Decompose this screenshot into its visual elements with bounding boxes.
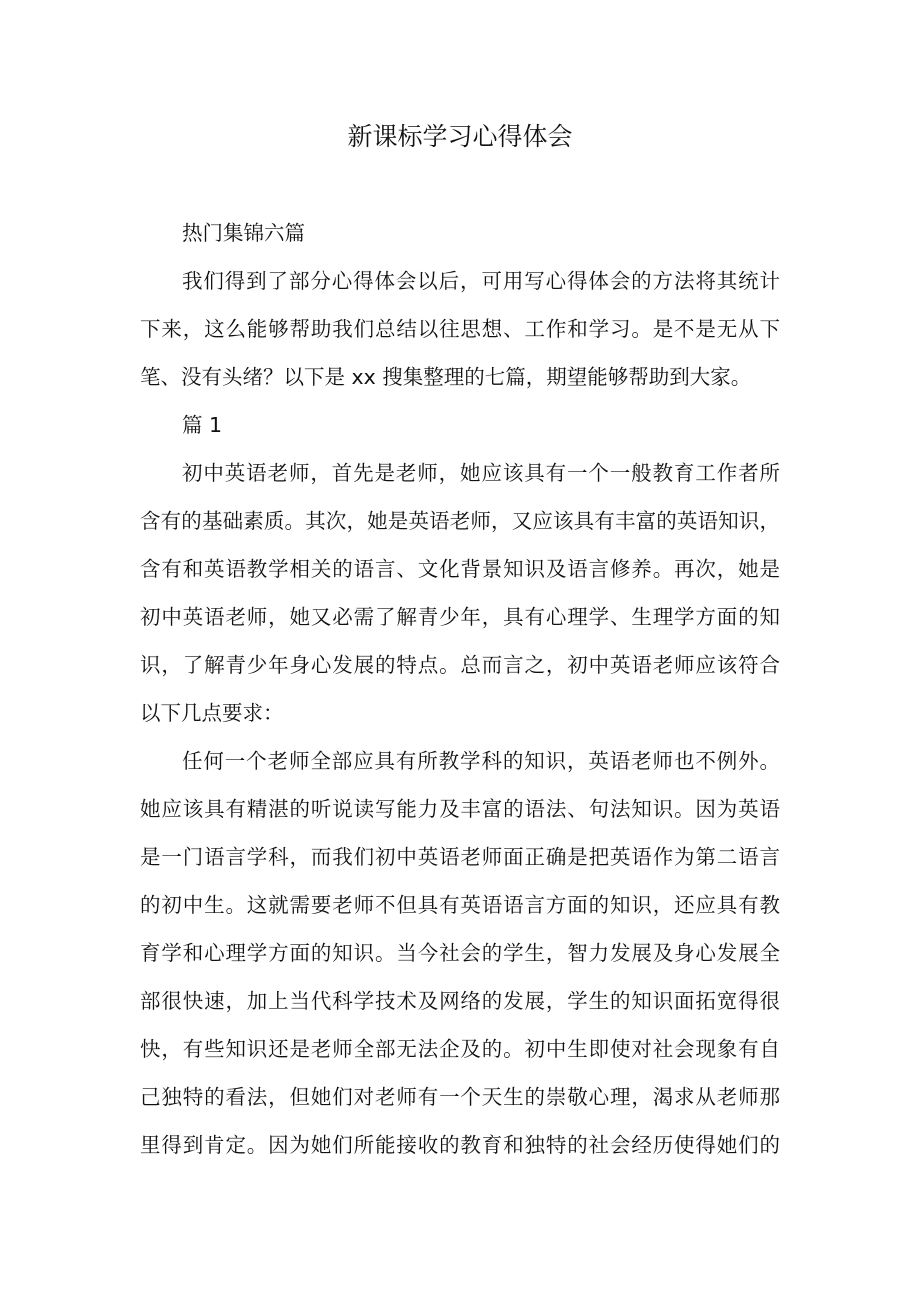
text-line: 她应该具有精湛的听说读写能力及丰富的语法、句法知识。因为英语 bbox=[140, 797, 780, 821]
text-line: 是一门语言学科，而我们初中英语老师面正确是把英语作为第二语言 bbox=[140, 845, 780, 869]
text-line: 己独特的看法，但她们对老师有一个天生的崇敬心理，渴求从老师那 bbox=[140, 1085, 780, 1109]
text-line: 里得到肯定。因为她们所能接收的教育和独特的社会经历使得她们的 bbox=[140, 1133, 780, 1157]
text-line: 笔、没有头绪？以下是 xx 搜集整理的七篇，期望能够帮助到大家。 bbox=[140, 365, 752, 389]
text-line: 含有的基础素质。其次，她是英语老师，又应该具有丰富的英语知识， bbox=[140, 509, 780, 533]
text-line: 含有和英语教学相关的语言、文化背景知识及语言修养。再次，她是 bbox=[140, 557, 780, 581]
text-line: 快，有些知识还是老师全部无法企及的。初中生即使对社会现象有自 bbox=[140, 1037, 780, 1061]
text-line: 以下几点要求： bbox=[140, 701, 284, 725]
document-body bbox=[140, 214, 780, 1174]
text-line: 的初中生。这就需要老师不但具有英语语言方面的知识，还应具有教 bbox=[140, 893, 780, 917]
document-title: 新课标学习心得体会 bbox=[347, 122, 573, 151]
text-line: 我们得到了部分心得体会以后，可用写心得体会的方法将其统计 bbox=[182, 269, 780, 293]
text-line: 下来，这么能够帮助我们总结以往思想、工作和学习。是不是无从下 bbox=[140, 317, 780, 341]
text-line: 篇 1 bbox=[182, 413, 223, 437]
text-line: 任何一个老师全部应具有所教学科的知识，英语老师也不例外。 bbox=[182, 749, 780, 773]
text-line: 初中英语老师，她又必需了解青少年，具有心理学、生理学方面的知 bbox=[140, 605, 780, 629]
text-line: 育学和心理学方面的知识。当今社会的学生，智力发展及身心发展全 bbox=[140, 941, 780, 965]
text-line: 热门集锦六篇 bbox=[182, 221, 305, 245]
text-line: 部很快速，加上当代科学技术及网络的发展，学生的知识面拓宽得很 bbox=[140, 989, 780, 1013]
text-line: 识，了解青少年身心发展的特点。总而言之，初中英语老师应该符合 bbox=[140, 653, 780, 677]
text-line: 初中英语老师，首先是老师，她应该具有一个一般教育工作者所 bbox=[182, 461, 780, 485]
